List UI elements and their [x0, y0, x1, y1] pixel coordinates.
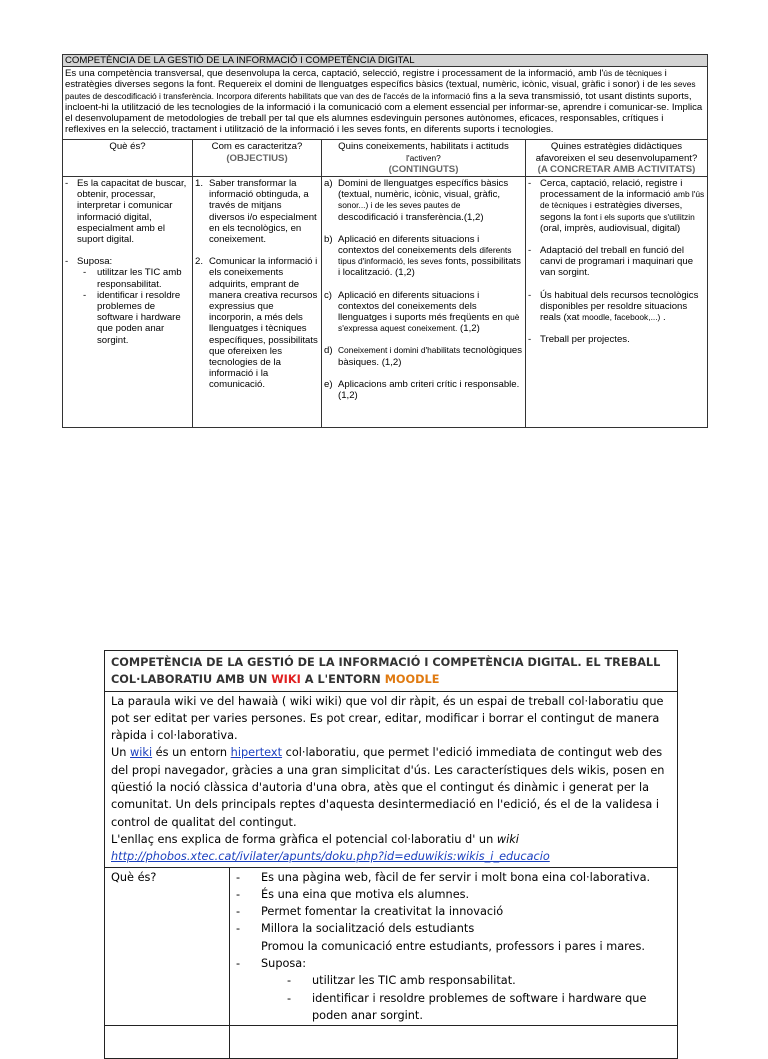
- competence-table-2: [104, 650, 678, 1059]
- list-item: - Suposa: - utilitzar les TIC amb responsabilitat. - identificar i resoldre problemes de software i hardware que poden anar sorgint.: [65, 256, 190, 346]
- paragraph: La paraula wiki ve del hawaià ( wiki wiki) que vol dir ràpit, és un espai de treball col·laboratiu que pot ser editat per varies persones. Es pot crear, editar, modificar i borrar el contingut de manera ràpida i col·laborativa.: [111, 694, 664, 743]
- list-item: b) Aplicació en diferents situacions i contextos del coneixements dels diferents tipus d'informació, les seves fonts, possibilitats i localització. (1,2): [324, 233, 521, 279]
- list-item: - Millora la socialització dels estudiants Promou la comunicació entre estudiants, professors i pares i mares.: [236, 920, 671, 955]
- paragraph: L'enllaç ens explica de forma gràfica el potencial col·laboratiu d' un wiki: [111, 832, 519, 846]
- list-item: - Es la capacitat de buscar, obtenir, processar, interpretar i comunicar informació digital, especialment amb el suport digital.: [65, 178, 190, 245]
- cell-estrategies: [526, 177, 708, 428]
- list-item: - Cerca, captació, relació, registre i processament de la informació amb l'ús de tècniques i estratègies diverses, segons la font i els suports que s'utilitzin (oral, imprès, audiovisual, digital): [528, 178, 705, 234]
- list-item: - identificar i resoldre problemes de software i hardware que poden anar sorgint.: [287, 990, 671, 1025]
- table-2-title: COMPETÈNCIA DE LA GESTIÓ DE LA INFORMACIÓ I COMPETÈNCIA DIGITAL. EL TREBALL COL·LABORATIU AMB UN WIKI A L'ENTORN MOODLE: [105, 651, 678, 692]
- list-item: - Suposa: - utilitzar les TIC amb responsabilitat. - identificar i resoldre problemes de software i hardware que poden anar sorgint.: [236, 955, 671, 1024]
- row-label-que-es: Què és?: [105, 867, 230, 1026]
- hipertext-link[interactable]: hipertext: [230, 746, 283, 760]
- list-item: 2. Comunicar la informació i els coneixements adquirits, emprant de manera creativa recursos expressius que incorporin, a més dels llenguatges i tècniques específiques, possibilitats que ofereixen les tecnologies de la informació i la comunicació.: [195, 256, 318, 391]
- column-header-continguts: Quins coneixements, habilitats i actituds l'activen? (CONTINGUTS): [322, 140, 526, 177]
- column-header-que-es: Què és?: [63, 140, 193, 177]
- list-item: d) Coneixement i domini d'habilitats tecnològiques bàsiques. (1,2): [324, 345, 523, 368]
- table-1-title: COMPETÈNCIA DE LA GESTIÓ DE LA INFORMACIÓ I COMPETÈNCIA DIGITAL: [63, 55, 708, 67]
- table-1-intro: Es una competència transversal, que desenvolupa la cerca, captació, selecció, registre i processament de la informació, amb l'ús de tècniques i estratègies diverses segons la font. Requereix el domini de llenguatges específics bàsics (textual, numèric, icònic, visual, gràfic i sonor) i de les seves pautes de descodificació i transferència. Incorpora diferents habilitats que van des de l'accés de la informació fins a la seva transmissió, tot usant distints suports, incloent-hi la utilització de les tecnologies de la informació i la comunicació com a element essencial per informar-se, aprendre i comunicar-se. Implica el desenvolupament de metodologies de treball per tal que els alumnes esdevinguin persones autònomes, eficaces, responsables, crítiques i reflexives en la selecció, tractament i utilització de la informació i les seves fonts, en diferents suports i tecnologies.: [63, 67, 708, 140]
- table-2-description: [105, 691, 678, 867]
- list-item: 1. Saber transformar la informació obtinguda, a través de mitjans diversos i/o especialment en els tecnològics, en coneixement.: [195, 178, 317, 246]
- wiki-link[interactable]: wiki: [130, 746, 153, 760]
- competence-table-1: [62, 54, 708, 428]
- cell-que-es: [63, 177, 193, 428]
- list-item: - Permet fomentar la creativitat la innovació: [236, 903, 671, 920]
- list-item: - utilitzar les TIC amb responsabilitat.: [287, 972, 671, 989]
- list-item: - identificar i resoldre problemes de software i hardware que poden anar sorgint.: [83, 290, 190, 346]
- list-item: c) Aplicació en diferents situacions i contextos del coneixements dels llenguatges i suports més freqüents en què s'expressa aquest coneixement. (1,2): [324, 289, 520, 335]
- list-item: - És una eina que motiva els alumnes.: [236, 886, 671, 903]
- column-header-estrategies: Quines estratègies didàctiques afavoreixen el seu desenvolupament? (A CONCRETAR AMB ACTIVITATS): [526, 140, 708, 177]
- cell-que-es-list: [230, 867, 678, 1026]
- eduwikis-url-link[interactable]: http://phobos.xtec.cat/ivilater/apunts/doku.php?id=eduwikis:wikis_i_educacio: [111, 850, 550, 864]
- list-item: - Treball per projectes.: [528, 334, 705, 345]
- list-item: - Adaptació del treball en funció del canvi de programari i maquinari que van sorgint.: [528, 245, 705, 279]
- list-item: - utilitzar les TIC amb responsabilitat.: [83, 267, 190, 289]
- list-item: - Ús habitual dels recursos tecnològics disponibles per resoldre situacions reals (xat moodle, facebook,...) .: [528, 290, 705, 324]
- column-header-objectius: Com es caracteritza? (OBJECTIUS): [193, 140, 322, 177]
- cell-objectius: [193, 177, 322, 428]
- paragraph: Un wiki és un entorn hipertext col·laboratiu, que permet l'edició immediata de contingut web des del propi navegador, gràcies a una gran simplicitat d'ús. Les característiques dels wikis, posen en qüestió la noció clàssica d'autoria d'una obra, atès que el contingut és dinàmic i generat per la comunitat. Un dels principals reptes d'aquesta desintermediació en l'edició, és el de la validesa i control de qualitat del contingut.: [111, 746, 665, 829]
- list-item: - Es una pàgina web, fàcil de fer servir i molt bona eina col·laborativa.: [236, 869, 671, 886]
- list-item: a) Domini de llenguatges específics bàsics (textual, numèric, icònic, visual, gràfic, sonor...) i de les seves pautes de descodificació i transferència.(1,2): [324, 178, 509, 223]
- list-item: e) Aplicacions amb criteri crític i responsable. (1,2): [324, 378, 520, 402]
- cell-continguts: [322, 177, 526, 428]
